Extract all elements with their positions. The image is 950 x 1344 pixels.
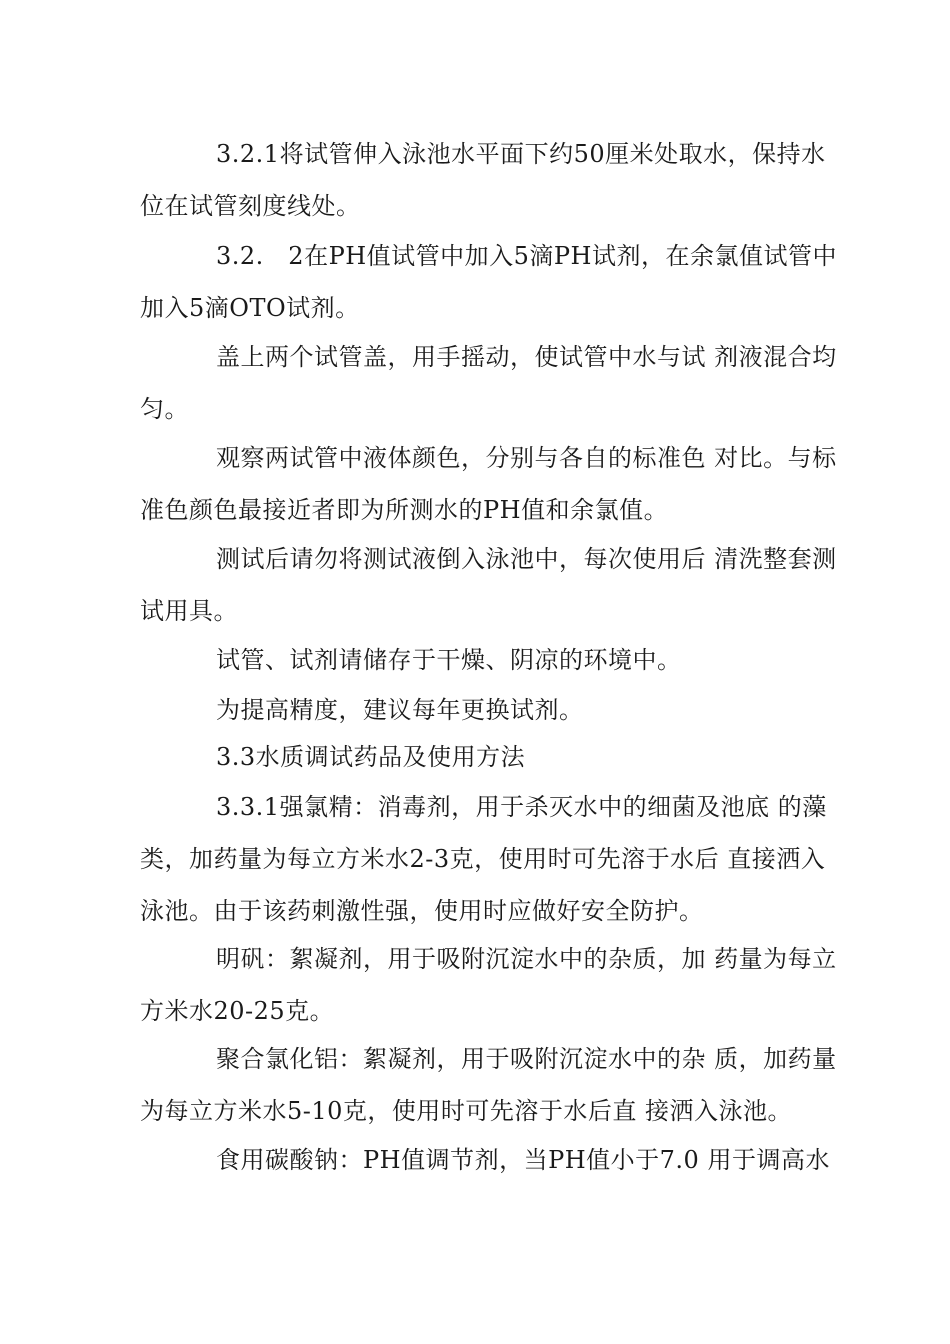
section-heading-3-3: 3.3水质调试药品及使用方法 [216, 743, 526, 771]
paragraph-storage: 试管、试剂请储存于干燥、阴凉的环境中。 [216, 646, 682, 674]
paragraph-3-2-1: 3.2.1将试管伸入泳池水平面下约50厘米处取水，保持水位在试管刻度线处。 [140, 140, 826, 220]
paragraph-alum: 明矾：絮凝剂，用于吸附沉淀水中的杂质，加 药量为每立方米水20-25克。 [140, 945, 837, 1025]
paragraph-pac: 聚合氯化铝：絮凝剂，用于吸附沉淀水中的杂 质，加药量为每立方米水5-10克，使用时可先溶于水后直 接洒入泳池。 [140, 1045, 837, 1125]
paragraph-sodium-carbonate: 食用碳酸钠：PH值调节剂，当PH值小于7.0 用于调高水 [216, 1146, 830, 1174]
paragraph-3-2-2: 3.2. 2在PH值试管中加入5滴PH试剂，在余氯值试管中加入5滴OTO试剂。 [140, 242, 837, 322]
paragraph-after-test: 测试后请勿将测试液倒入泳池中，每次使用后 清洗整套测试用具。 [140, 545, 837, 625]
paragraph-shake-tubes: 盖上两个试管盖，用手摇动，使试管中水与试 剂液混合均匀。 [140, 343, 837, 423]
paragraph-3-3-1: 3.3.1强氯精：消毒剂，用于杀灭水中的细菌及池底 的藻类，加药量为每立方米水2-3克，使用时可先溶于水后 直接洒入泳池。由于该药刺激性强，使用时应做好安全防护。 [140, 793, 827, 925]
paragraph-accuracy: 为提高精度，建议每年更换试剂。 [216, 696, 584, 724]
paragraph-compare-colors: 观察两试管中液体颜色，分别与各自的标准色 对比。与标准色颜色最接近者即为所测水的PH值和余氯值。 [140, 444, 837, 524]
